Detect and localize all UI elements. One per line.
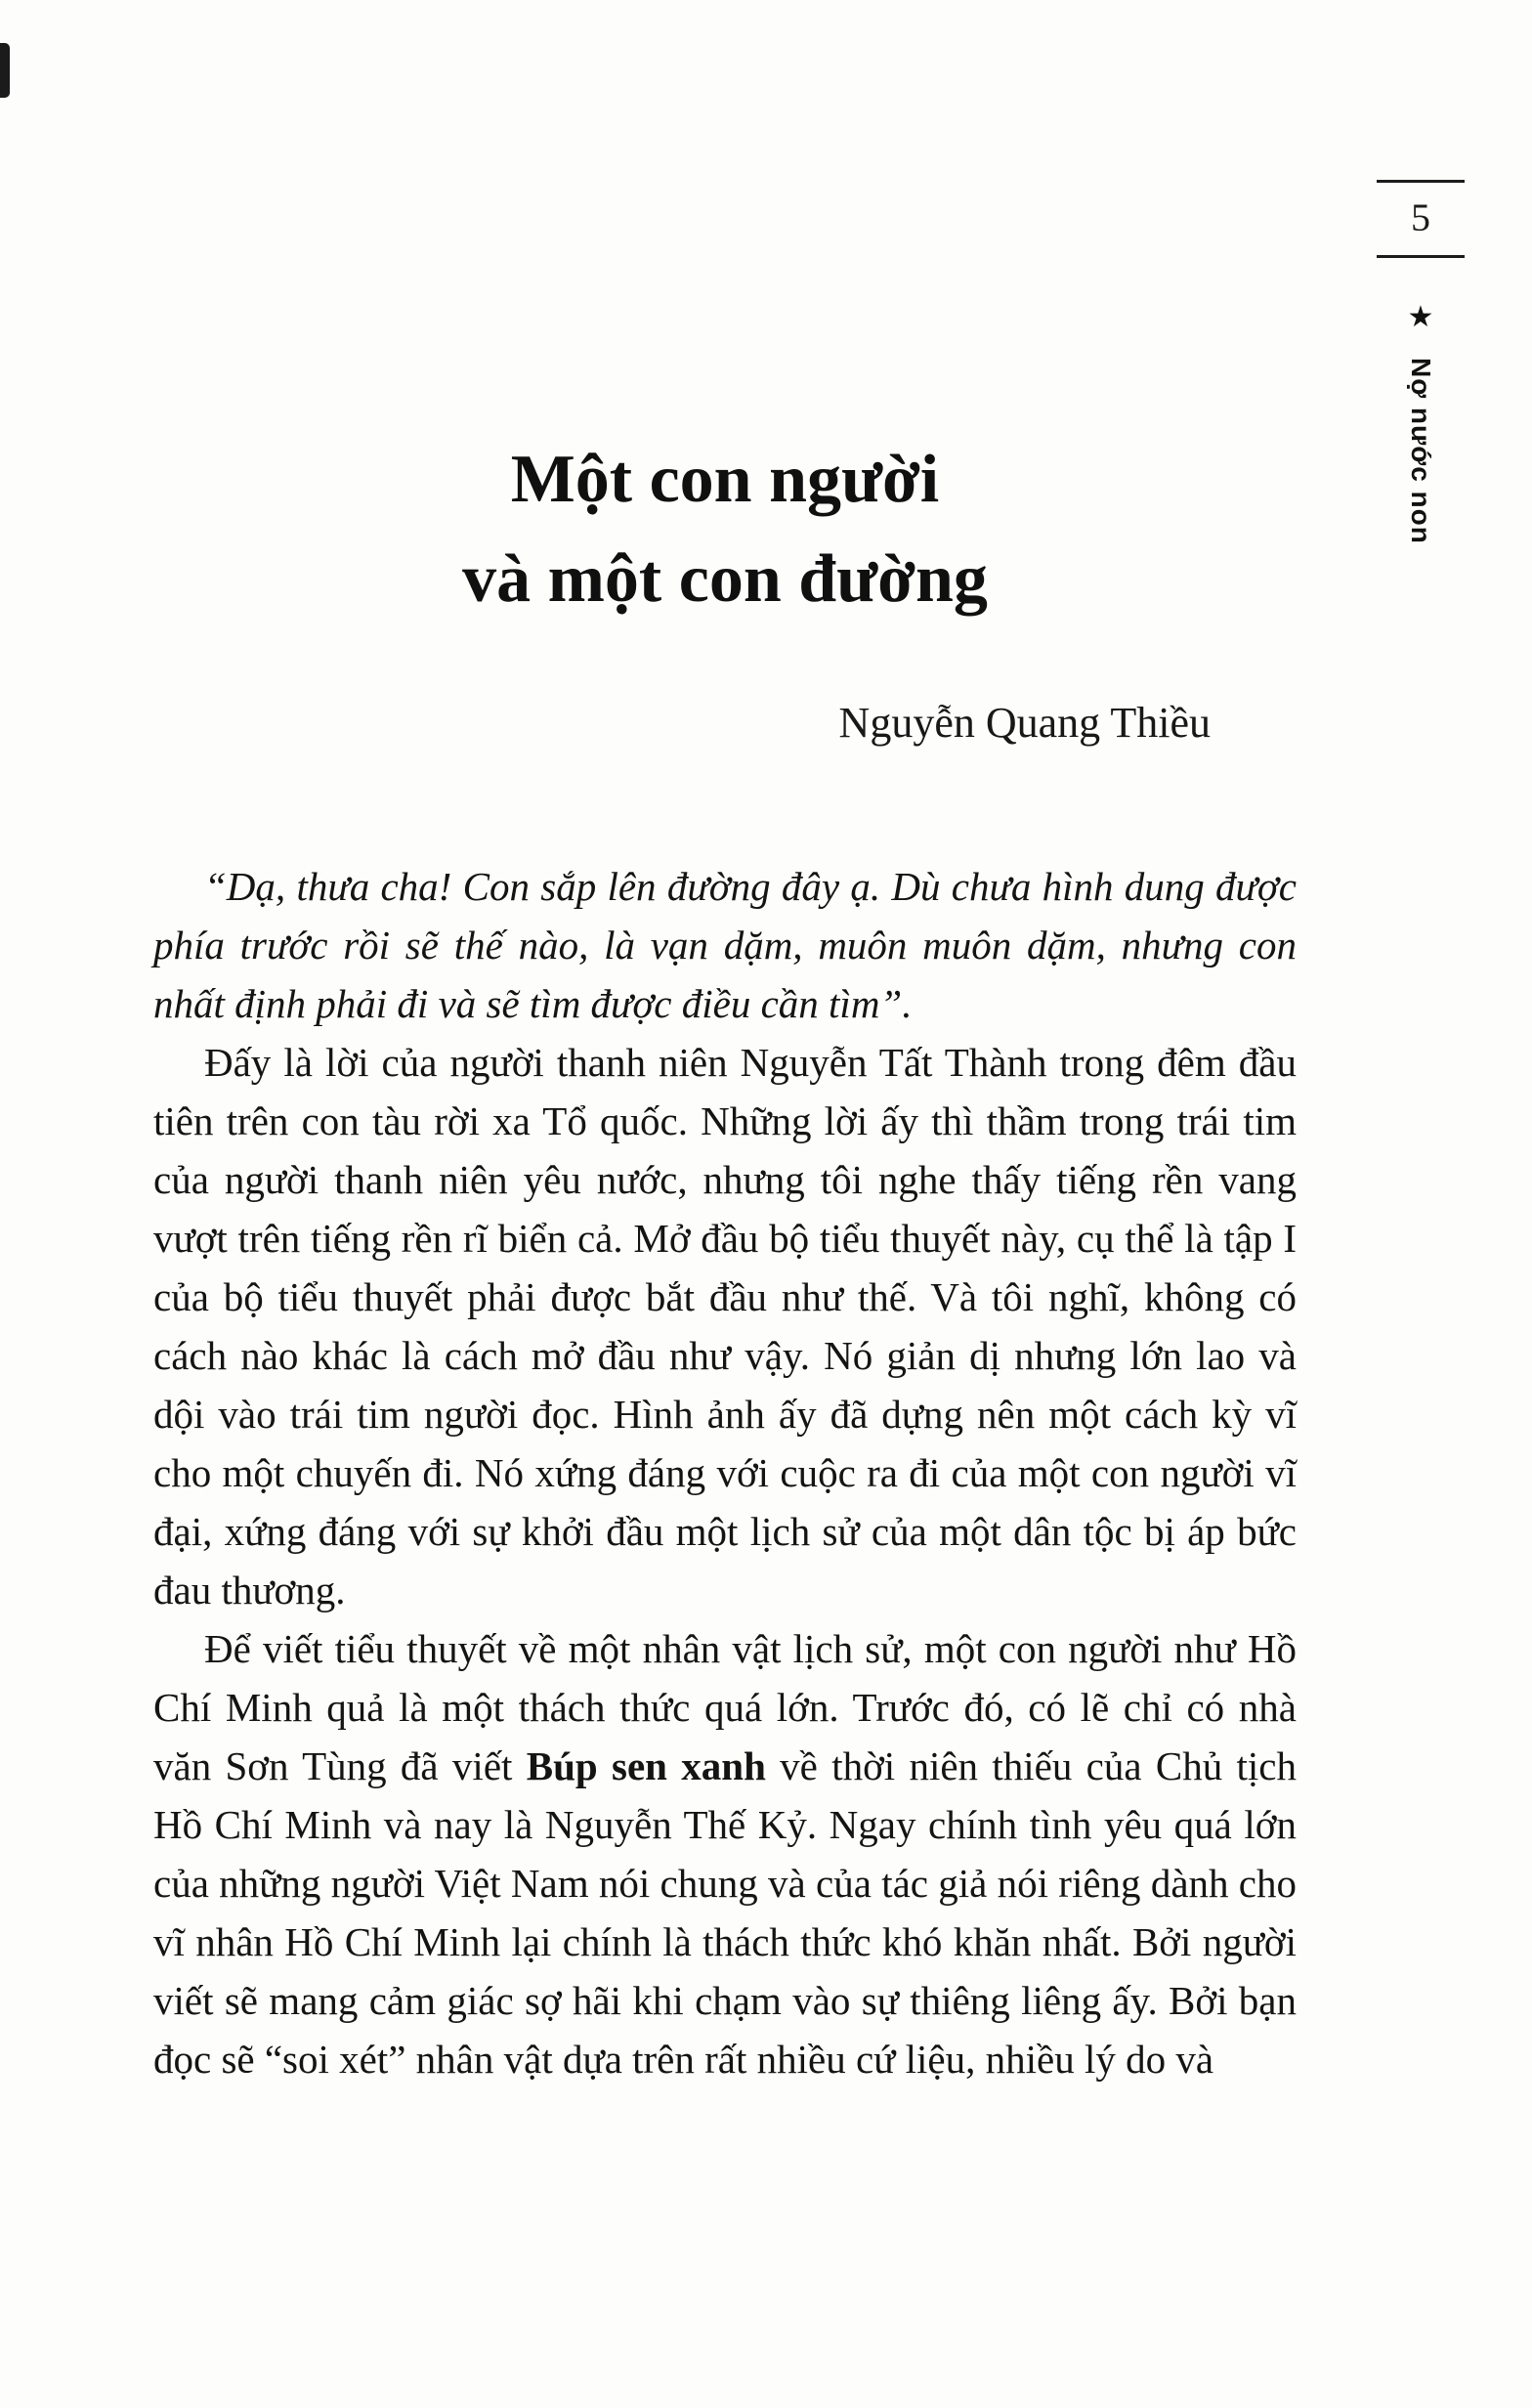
page-number: 5: [1411, 195, 1430, 239]
paragraph-2-text-after: về thời niên thiếu của Chủ tịch Hồ Chí Minh và nay là Nguyễn Thế Kỷ. Ngay chính tình yêu quá lớn của những người Việt Nam nói chung và của tác giả nói riêng dành cho vĩ nhân Hồ Chí Minh lại chính là thách thức khó khăn nhất. Bởi người viết sẽ mang cảm giác sợ hãi khi chạm vào sự thiêng liêng ấy. Bởi bạn đọc sẽ “soi xét” nhân vật dựa trên rất nhiều cứ liệu, nhiều lý do và: [153, 1743, 1298, 2082]
chapter-title-line-2: và một con đường: [462, 541, 988, 617]
paragraph-2: [153, 1619, 1297, 2088]
paragraph-1: Đấy là lời của người thanh niên Nguyễn Tất Thành trong đêm đầu tiên trên con tàu rời xa Tổ quốc. Những lời ấy thì thầm trong trái tim của người thanh niên yêu nước, nhưng tôi nghe thấy tiếng rền vang vượt trên tiếng rền rĩ biển cả. Mở đầu bộ tiểu thuyết này, cụ thể là tập I của bộ tiểu thuyết phải được bắt đầu như thế. Và tôi nghĩ, không có cách nào khác là cách mở đầu như vậy. Nó giản dị nhưng lớn lao và dội vào trái tim người đọc. Hình ảnh ấy đã dựng nên một cách kỳ vĩ cho một chuyến đi. Nó xứng đáng với cuộc ra đi của một con người vĩ đại, xứng đáng với sự khởi đầu một lịch sử của một dân tộc bị áp bức đau thương.: [153, 1040, 1297, 1612]
opening-quote-paragraph: “Dạ, thưa cha! Con sắp lên đường đây ạ. Dù chưa hình dung được phía trước rồi sẽ thế nào, là vạn dặm, muôn muôn dặm, nhưng con nhất định phải đi và sẽ tìm được điều cần tìm”.: [153, 864, 1297, 1026]
header-rule-bottom: [1377, 255, 1465, 258]
book-title-bold: Búp sen xanh: [526, 1743, 766, 1788]
author-name: Nguyễn Quang Thiều: [838, 699, 1211, 747]
scan-artifact: [0, 43, 10, 98]
chapter-title: [153, 0, 1297, 629]
series-title-vertical: Nợ nước non: [1406, 358, 1436, 544]
chapter-title-line-1: Một con người: [510, 442, 940, 517]
body-text: [153, 857, 1297, 2088]
star-icon: ★: [1407, 300, 1434, 334]
page-content: [153, 0, 1297, 2088]
paragraph-2-text-before: Để viết tiểu thuyết về một nhân vật lịch sử, một con người như Hồ Chí Minh quả là một thách thức quá lớn. Trước đó, có lẽ chỉ có nhà văn Sơn Tùng đã viết: [153, 1626, 1297, 1788]
page-margin-column: [1376, 180, 1466, 544]
